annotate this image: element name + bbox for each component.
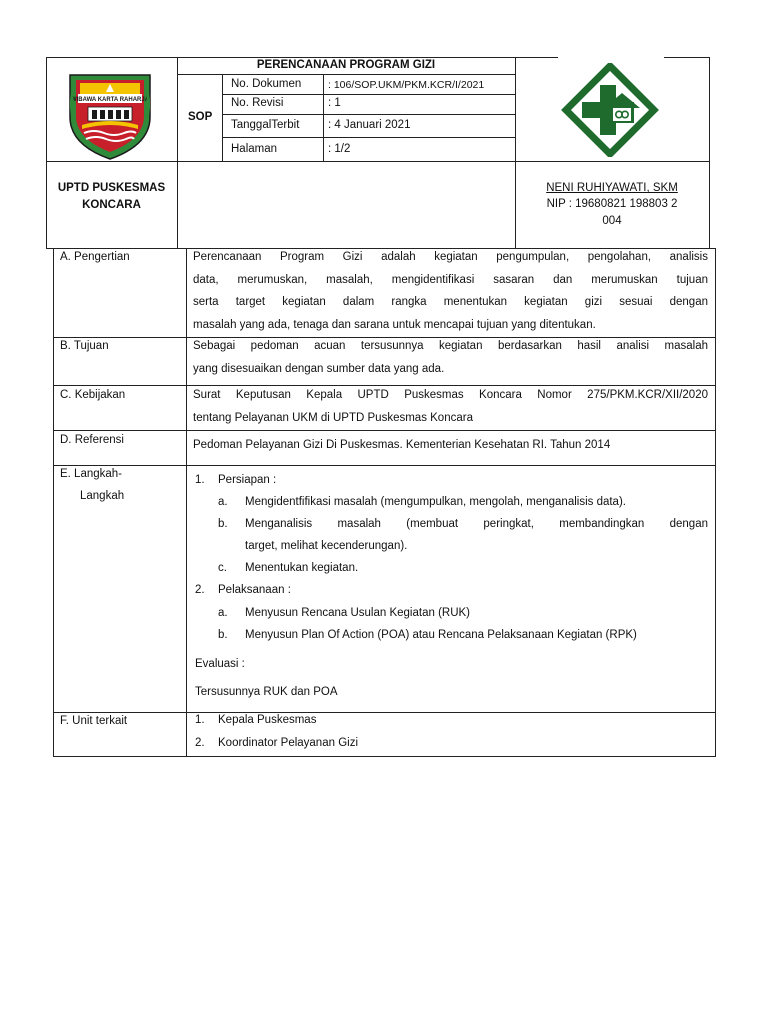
- row-divider-e-f: [53, 712, 716, 713]
- field-divider-2: [222, 114, 515, 115]
- section-f-label: F. Unit terkait: [60, 715, 128, 727]
- section-d-label: D. Referensi: [60, 434, 124, 446]
- section-a-line: masalah yang ada, tenaga dan sarana untuk mencapai tujuan yang ditentukan.: [193, 318, 596, 331]
- header-top-border-right-a: [515, 57, 558, 58]
- section-a-label: A. Pengertian: [60, 251, 130, 263]
- step-1b-letter: b.: [218, 518, 228, 530]
- step-1c-text: Menentukan kegiatan.: [245, 562, 359, 574]
- step-1b-text-line1: Menganalisis masalah (membuat peringkat, membandingkan dengan: [245, 518, 708, 530]
- field-label-no-dokumen: No. Dokumen: [231, 78, 302, 90]
- step-2-number: 2.: [195, 584, 205, 596]
- step-1a-letter: a.: [218, 496, 228, 508]
- section-b-line: Sebagai pedoman acuan tersusunnya kegiatan berdasarkan hasil analisi masalah: [193, 340, 708, 352]
- puskesmas-logo: [560, 63, 660, 157]
- step-2-title: Pelaksanaan :: [218, 584, 291, 596]
- header-right-border: [709, 57, 710, 249]
- section-b-label: B. Tujuan: [60, 340, 109, 352]
- unit-item-number: 2.: [195, 737, 205, 749]
- body-left-border: [53, 248, 54, 757]
- header-field-divider: [323, 74, 324, 161]
- section-c-line: tentang Pelayanan UKM di UPTD Puskesmas Koncara: [193, 411, 473, 424]
- section-b-text: [193, 335, 708, 380]
- field-divider-3: [222, 137, 515, 138]
- section-b-line: yang disesuaikan dengan sumber data yang ada.: [193, 362, 445, 375]
- section-a-line: data, merumuskan, masalah, mengidentifikasi sasaran dan merumuskan tujuan: [193, 273, 708, 286]
- header-left-border: [46, 57, 47, 249]
- section-a-line: serta target kegiatan dalam rangka menentukan kegiatan gizi sesuai dengan: [193, 296, 708, 308]
- doc-title: PERENCANAAN PROGRAM GIZI: [256, 59, 436, 71]
- body-right-border: [715, 248, 716, 757]
- signer-nip-line2: 004: [602, 215, 622, 227]
- header-top-border-right-b: [664, 57, 709, 58]
- section-c-text: [193, 384, 708, 429]
- step-2a-letter: a.: [218, 607, 228, 619]
- field-value-tanggal-terbit: : 4 Januari 2021: [328, 119, 411, 131]
- field-label-tanggal-terbit: TanggalTerbit: [231, 119, 300, 131]
- field-divider-1: [222, 94, 515, 95]
- signer-name: NENI RUHIYAWATI, SKM: [546, 182, 678, 194]
- field-value-halaman: : 1/2: [328, 143, 351, 155]
- field-value-no-revisi: : 1: [328, 97, 341, 109]
- step-1c-letter: c.: [218, 562, 227, 574]
- section-a-text: [193, 246, 708, 336]
- row-divider-c-d: [53, 430, 716, 431]
- step-1a-text: Mengidentfifikasi masalah (mengumpulkan, mengolah, menganalisis data).: [245, 496, 626, 508]
- header-col1-divider: [177, 57, 178, 249]
- header-top-border: [46, 57, 177, 58]
- step-2b-letter: b.: [218, 629, 228, 641]
- step-1-number: 1.: [195, 474, 205, 486]
- field-label-no-revisi: No. Revisi: [231, 97, 284, 109]
- body-bottom-border: [53, 756, 716, 757]
- evaluasi-text: Tersusunnya RUK dan POA: [195, 686, 338, 698]
- signer-nip-line1: NIP : 19680821 198803 2: [546, 198, 678, 210]
- section-d-text: Pedoman Pelayanan Gizi Di Puskesmas. Kementerian Kesehatan RI. Tahun 2014: [193, 439, 611, 451]
- section-e-label-line1: E. Langkah-: [60, 468, 123, 480]
- field-label-halaman: Halaman: [231, 143, 278, 155]
- sop-label: SOP: [188, 111, 213, 123]
- header-title-divider: [177, 74, 515, 75]
- unit-item-text: Kepala Puskesmas: [218, 714, 317, 726]
- org-name-line2: KONCARA: [82, 199, 141, 211]
- body-col-divider: [186, 248, 187, 757]
- section-e-label-line2: Langkah: [80, 490, 125, 502]
- field-value-no-dokumen: : 106/SOP.UKM/PKM.KCR/I/2021: [328, 79, 485, 91]
- unit-item-number: 1.: [195, 714, 205, 726]
- step-2a-text: Menyusun Rencana Usulan Kegiatan (RUK): [245, 607, 471, 619]
- step-1-title: Persiapan :: [218, 474, 277, 486]
- evaluasi-label: Evaluasi :: [195, 658, 245, 670]
- section-c-label: C. Kebijakan: [60, 389, 126, 401]
- section-a-line: Perencanaan Program Gizi adalah kegiatan pengumpulan, pengolahan, analisis: [193, 251, 708, 263]
- step-2b-text: Menyusun Plan Of Action (POA) atau Rencana Pelaksanaan Kegiatan (RPK): [245, 629, 637, 641]
- step-1b-text-line2: target, melihat kecenderungan).: [245, 540, 408, 552]
- regional-crest-logo: [64, 67, 156, 161]
- header-top-border-mid: [177, 57, 515, 58]
- header-sop-divider: [222, 74, 223, 161]
- crest-motto: WIBAWA KARTA RAHARJA: [70, 97, 150, 103]
- unit-item-text: Koordinator Pelayanan Gizi: [218, 737, 358, 749]
- org-name-line1: UPTD PUSKESMAS: [57, 182, 166, 194]
- section-c-line: Surat Keputusan Kepala UPTD Puskesmas Koncara Nomor 275/PKM.KCR/XII/2020: [193, 389, 708, 401]
- row-divider-d-e: [53, 465, 716, 466]
- header-mid-divider: [46, 161, 709, 162]
